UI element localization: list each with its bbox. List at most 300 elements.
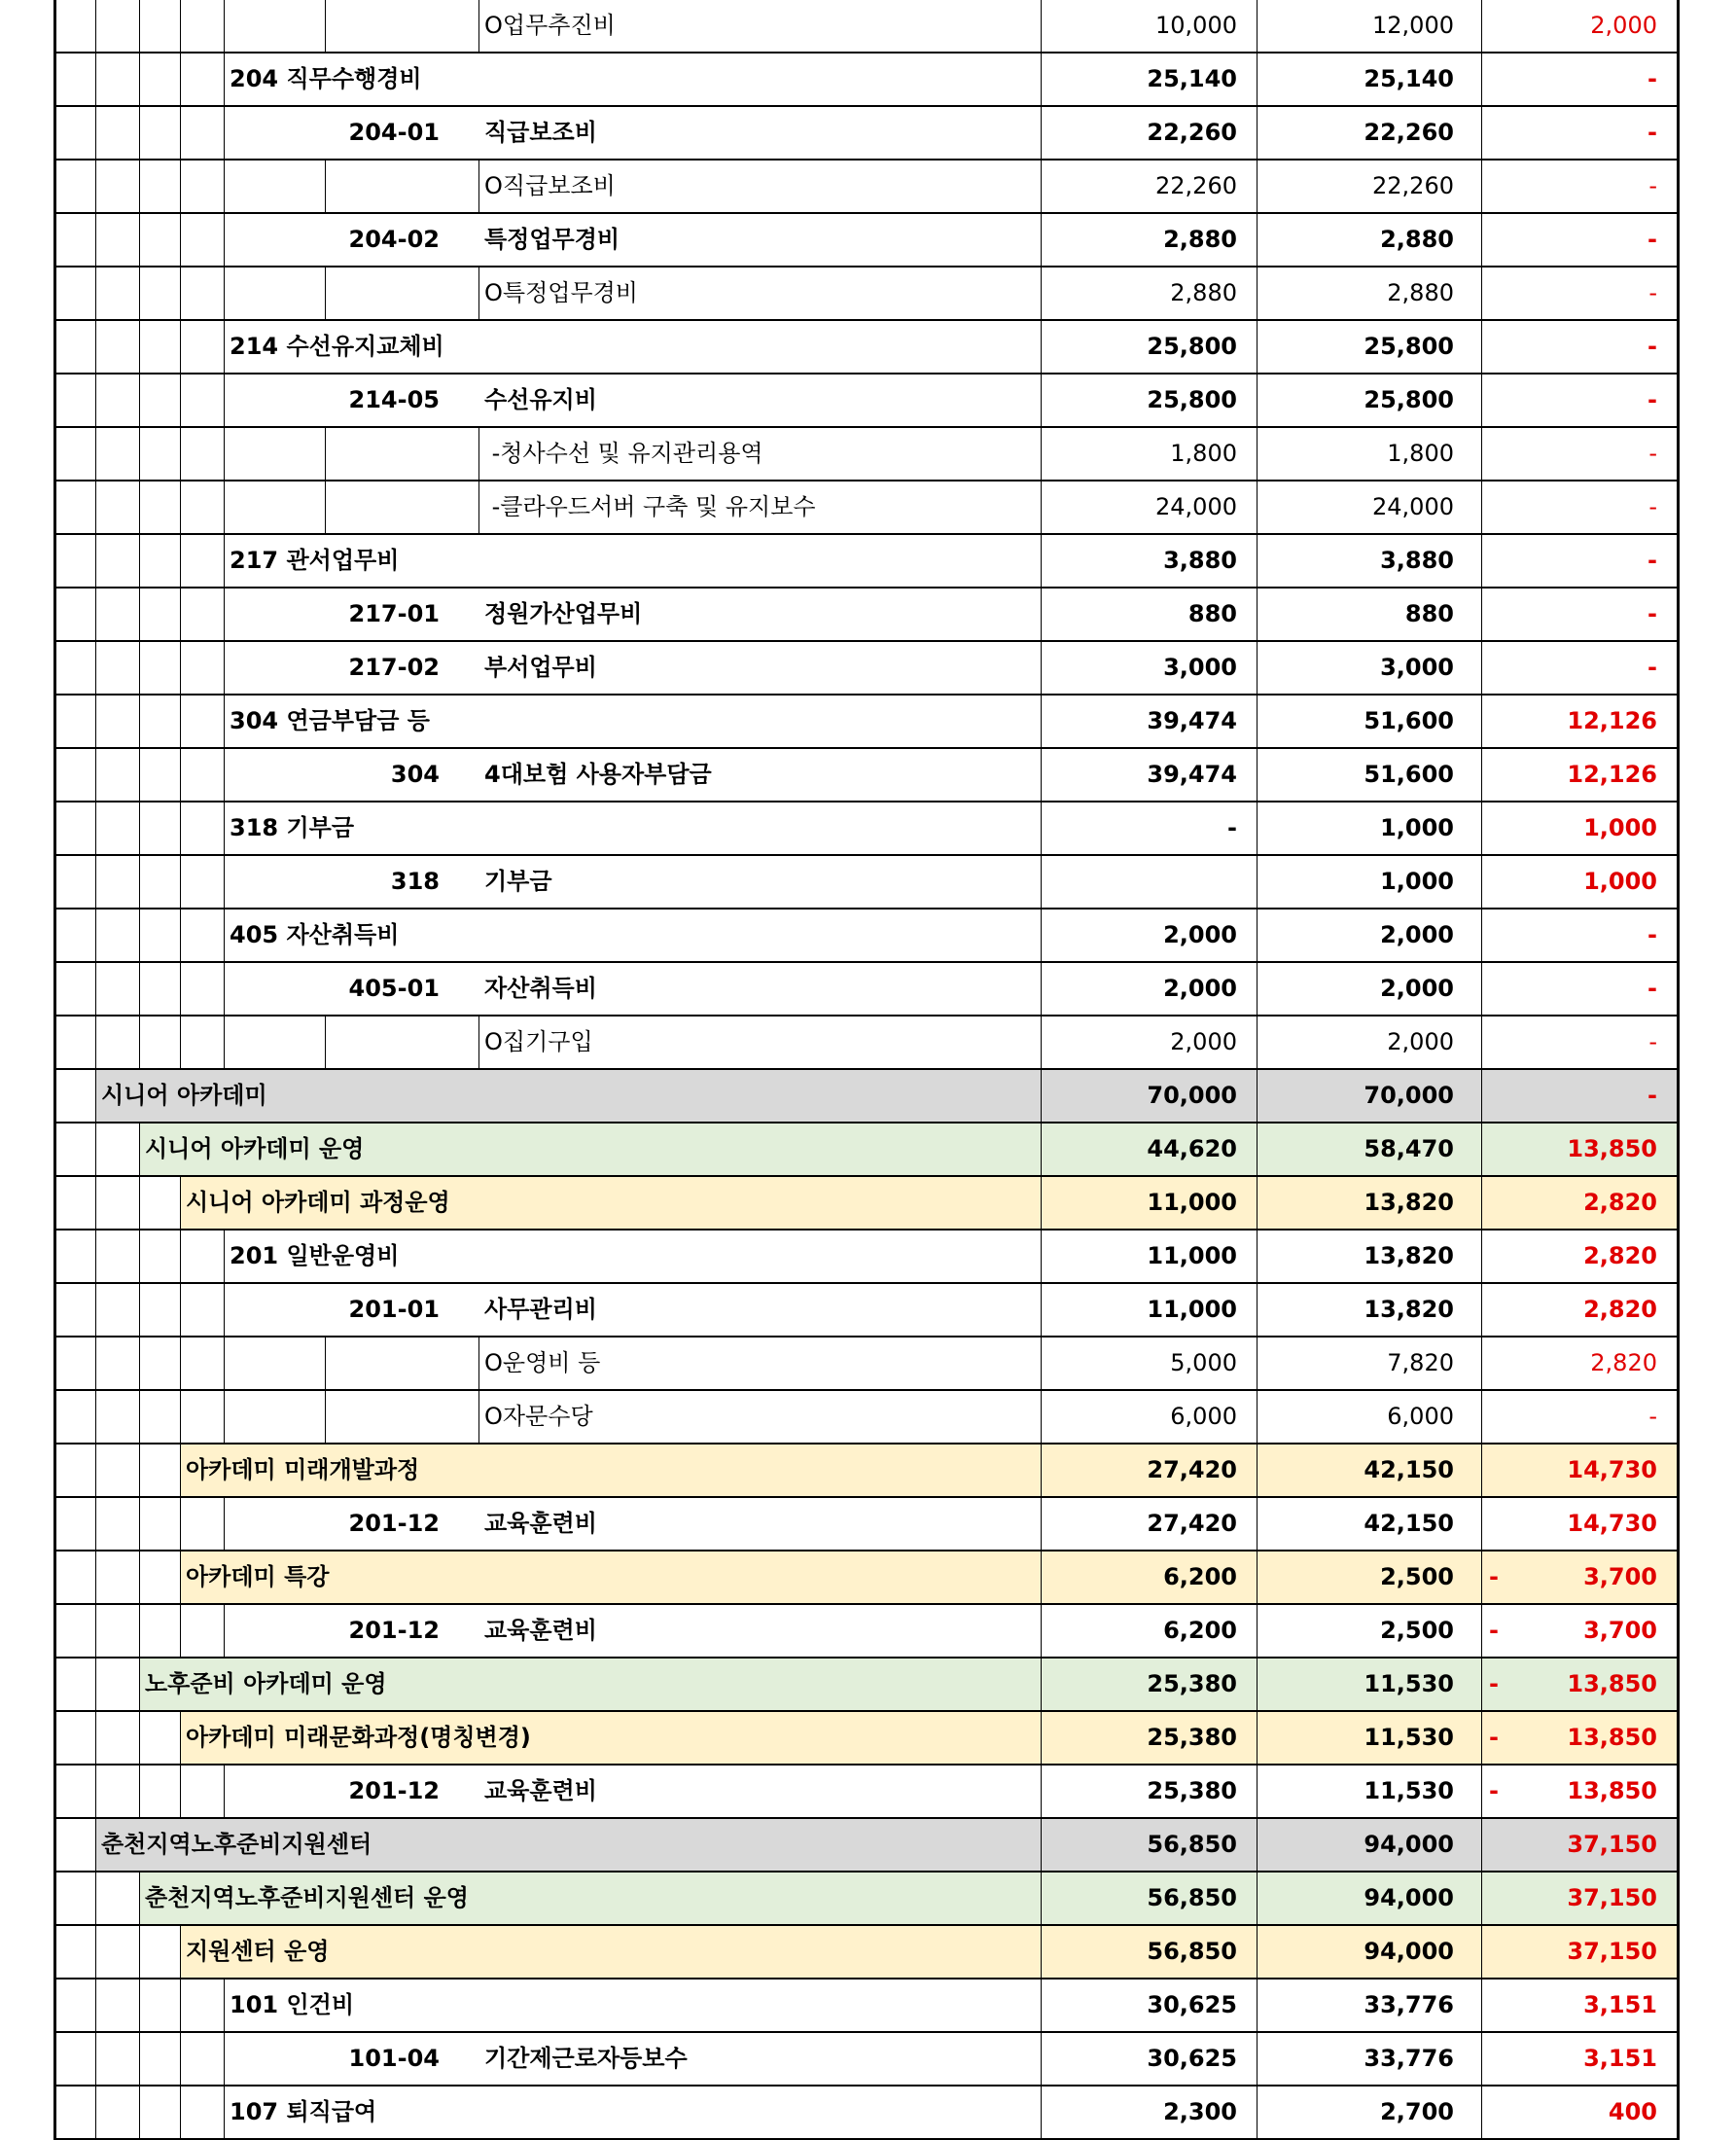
grid-line bbox=[139, 214, 140, 266]
row-label: O집기구입 bbox=[484, 1028, 593, 1055]
grid-line bbox=[224, 1338, 225, 1389]
difference-amount: 2,820 bbox=[1583, 1296, 1657, 1323]
difference-amount: - bbox=[1648, 172, 1657, 199]
difference-amount: 13,850 bbox=[1567, 1135, 1657, 1162]
grid-line bbox=[180, 535, 181, 587]
revised-amount: 13,820 bbox=[1364, 1189, 1454, 1216]
grid-line bbox=[180, 0, 181, 52]
budget-amount: 10,000 bbox=[1155, 12, 1237, 39]
grid-line bbox=[95, 802, 96, 854]
revised-amount: 2,000 bbox=[1380, 975, 1454, 1002]
grid-line bbox=[180, 1177, 181, 1229]
row-label: 정원가산업무비 bbox=[484, 600, 643, 627]
grid-line bbox=[180, 2033, 181, 2085]
difference-amount: - bbox=[1647, 333, 1657, 360]
grid-line bbox=[180, 268, 181, 319]
budget-amount: 56,850 bbox=[1147, 1938, 1237, 1965]
table-row bbox=[56, 1016, 1677, 1070]
difference-amount: 400 bbox=[1608, 2098, 1657, 2125]
grid-line bbox=[139, 1338, 140, 1389]
budget-amount: 25,380 bbox=[1147, 1724, 1237, 1751]
grid-line bbox=[95, 2086, 96, 2138]
revised-amount: 51,600 bbox=[1364, 761, 1454, 788]
grid-line bbox=[139, 268, 140, 319]
revised-amount: 13,820 bbox=[1364, 1296, 1454, 1323]
revised-amount: 11,530 bbox=[1364, 1777, 1454, 1804]
grid-line bbox=[95, 374, 96, 426]
revised-amount: 2,000 bbox=[1380, 921, 1454, 948]
revised-amount: 880 bbox=[1404, 600, 1454, 627]
grid-line bbox=[139, 1230, 140, 1282]
revised-amount: 6,000 bbox=[1387, 1403, 1454, 1430]
table-row bbox=[56, 802, 1677, 856]
budget-amount: 56,850 bbox=[1147, 1831, 1237, 1858]
account-code: 101-04 bbox=[348, 2045, 440, 2072]
grid-line bbox=[180, 910, 181, 961]
table-row bbox=[56, 1230, 1677, 1284]
grid-line bbox=[95, 1177, 96, 1229]
revised-amount: 11,530 bbox=[1364, 1724, 1454, 1751]
grid-line bbox=[180, 1552, 181, 1603]
row-label: 특정업무경비 bbox=[484, 226, 620, 253]
table-row bbox=[56, 160, 1677, 214]
grid-line bbox=[139, 1872, 140, 1924]
grid-line bbox=[325, 0, 326, 52]
row-label: O직급보조비 bbox=[484, 172, 616, 199]
grid-line bbox=[95, 910, 96, 961]
grid-line bbox=[478, 268, 479, 319]
grid-line bbox=[139, 535, 140, 587]
row-label: 아카데미 미래문화과정(명칭변경) bbox=[186, 1724, 531, 1751]
table-row bbox=[56, 749, 1677, 802]
row-label: 부서업무비 bbox=[484, 654, 597, 681]
table-row bbox=[56, 588, 1677, 642]
grid-line bbox=[325, 482, 326, 533]
difference-amount: 14,730 bbox=[1567, 1456, 1657, 1483]
table-row bbox=[56, 428, 1677, 482]
grid-line bbox=[224, 1391, 225, 1443]
row-label: 4대보험 사용자부담금 bbox=[484, 761, 712, 788]
account-code: 204-01 bbox=[348, 119, 440, 146]
budget-amount: 3,880 bbox=[1163, 547, 1237, 574]
budget-amount: 22,260 bbox=[1155, 172, 1237, 199]
revised-amount: 94,000 bbox=[1364, 1938, 1454, 1965]
grid-line bbox=[95, 588, 96, 640]
difference-amount: 2,820 bbox=[1590, 1349, 1657, 1376]
budget-amount: 27,420 bbox=[1147, 1510, 1237, 1537]
grid-line bbox=[478, 1338, 479, 1389]
grid-line bbox=[139, 54, 140, 105]
difference-amount: - bbox=[1647, 975, 1657, 1002]
budget-amount: 2,880 bbox=[1170, 279, 1237, 306]
revised-amount: 94,000 bbox=[1364, 1831, 1454, 1858]
grid-line bbox=[95, 1926, 96, 1978]
revised-amount: 1,000 bbox=[1380, 814, 1454, 841]
grid-line bbox=[139, 1980, 140, 2031]
grid-line bbox=[180, 54, 181, 105]
grid-line bbox=[224, 0, 225, 52]
grid-line bbox=[180, 856, 181, 908]
grid-line bbox=[180, 1926, 181, 1978]
grid-line bbox=[180, 1980, 181, 2031]
revised-amount: 3,880 bbox=[1380, 547, 1454, 574]
grid-line bbox=[180, 482, 181, 533]
grid-line bbox=[139, 696, 140, 747]
grid-line bbox=[95, 54, 96, 105]
table-row bbox=[56, 1498, 1677, 1552]
budget-amount: - bbox=[1227, 814, 1237, 841]
grid-line bbox=[180, 2086, 181, 2138]
budget-amount: 2,000 bbox=[1163, 921, 1237, 948]
budget-amount: 25,380 bbox=[1147, 1670, 1237, 1697]
grid-line bbox=[478, 160, 479, 212]
difference-amount: - bbox=[1647, 654, 1657, 681]
grid-line bbox=[224, 1980, 225, 2031]
grid-line bbox=[139, 1391, 140, 1443]
grid-line bbox=[95, 1230, 96, 1282]
grid-line bbox=[139, 1766, 140, 1817]
difference-amount: 12,126 bbox=[1567, 761, 1657, 788]
budget-amount: 27,420 bbox=[1147, 1456, 1237, 1483]
row-label: 기부금 bbox=[484, 868, 552, 895]
revised-amount: 1,000 bbox=[1380, 868, 1454, 895]
grid-line bbox=[139, 107, 140, 159]
difference-amount: 3,700 bbox=[1583, 1617, 1657, 1644]
budget-amount: 11,000 bbox=[1147, 1296, 1237, 1323]
row-label: O특정업무경비 bbox=[484, 279, 638, 306]
grid-line bbox=[95, 856, 96, 908]
table-row bbox=[56, 1338, 1677, 1391]
grid-line bbox=[139, 1658, 140, 1710]
row-label: -클라우드서버 구축 및 유지보수 bbox=[484, 493, 816, 520]
grid-line bbox=[95, 1444, 96, 1496]
grid-line bbox=[180, 214, 181, 266]
difference-amount: - bbox=[1648, 440, 1657, 467]
grid-line bbox=[325, 428, 326, 480]
revised-amount: 2,880 bbox=[1387, 279, 1454, 306]
table-row bbox=[56, 1177, 1677, 1230]
grid-line bbox=[180, 1391, 181, 1443]
grid-line bbox=[95, 1070, 96, 1122]
revised-amount: 42,150 bbox=[1364, 1510, 1454, 1537]
account-code: 318 bbox=[390, 868, 440, 895]
grid-line bbox=[139, 802, 140, 854]
revised-amount: 22,260 bbox=[1364, 119, 1454, 146]
negative-sign: - bbox=[1489, 1670, 1499, 1697]
grid-line bbox=[139, 1284, 140, 1336]
difference-amount: 37,150 bbox=[1567, 1831, 1657, 1858]
budget-amount: 44,620 bbox=[1147, 1135, 1237, 1162]
table-row bbox=[56, 107, 1677, 160]
grid-line bbox=[224, 54, 225, 105]
difference-amount: - bbox=[1648, 493, 1657, 520]
revised-amount: 94,000 bbox=[1364, 1884, 1454, 1911]
account-code: 201-12 bbox=[348, 1617, 440, 1644]
difference-amount: 13,850 bbox=[1567, 1670, 1657, 1697]
budget-amount: 70,000 bbox=[1147, 1082, 1237, 1109]
row-label: 217 관서업무비 bbox=[230, 547, 400, 574]
grid-line bbox=[478, 1391, 479, 1443]
difference-amount: - bbox=[1647, 547, 1657, 574]
grid-line bbox=[95, 1016, 96, 1068]
grid-line bbox=[139, 1552, 140, 1603]
table-row bbox=[56, 374, 1677, 428]
budget-amount: 39,474 bbox=[1147, 707, 1237, 734]
grid-line bbox=[224, 2086, 225, 2138]
grid-line bbox=[139, 910, 140, 961]
budget-amount: 6,200 bbox=[1163, 1617, 1237, 1644]
grid-line bbox=[95, 482, 96, 533]
grid-line bbox=[180, 588, 181, 640]
row-label: 아카데미 특강 bbox=[186, 1563, 330, 1590]
difference-amount: 2,000 bbox=[1590, 12, 1657, 39]
table-row bbox=[56, 1926, 1677, 1980]
grid-line bbox=[139, 1712, 140, 1764]
negative-sign: - bbox=[1489, 1777, 1499, 1804]
difference-amount: - bbox=[1647, 226, 1657, 253]
row-label: 304 연금부담금 등 bbox=[230, 707, 430, 734]
grid-line bbox=[139, 963, 140, 1015]
grid-line bbox=[95, 160, 96, 212]
table-row bbox=[56, 1552, 1677, 1605]
table-row bbox=[56, 2086, 1677, 2140]
row-label: 101 인건비 bbox=[230, 1991, 355, 2018]
revised-amount: 2,880 bbox=[1380, 226, 1454, 253]
grid-line bbox=[325, 1016, 326, 1068]
grid-line bbox=[180, 160, 181, 212]
table-row bbox=[56, 2033, 1677, 2086]
account-code: 201-01 bbox=[348, 1296, 440, 1323]
budget-amount: 6,000 bbox=[1170, 1403, 1237, 1430]
budget-amount: 25,140 bbox=[1147, 65, 1237, 92]
grid-line bbox=[180, 642, 181, 694]
table-row bbox=[56, 1444, 1677, 1498]
table-row bbox=[56, 268, 1677, 321]
budget-amount: 2,300 bbox=[1163, 2098, 1237, 2125]
difference-amount: - bbox=[1647, 1082, 1657, 1109]
grid-line bbox=[224, 160, 225, 212]
revised-amount: 2,500 bbox=[1380, 1563, 1454, 1590]
grid-line bbox=[180, 963, 181, 1015]
grid-line bbox=[325, 268, 326, 319]
row-label: 405 자산취득비 bbox=[230, 921, 400, 948]
row-label: 직급보조비 bbox=[484, 119, 597, 146]
account-code: 201-12 bbox=[348, 1777, 440, 1804]
grid-line bbox=[224, 535, 225, 587]
grid-line bbox=[95, 749, 96, 801]
grid-line bbox=[325, 1391, 326, 1443]
row-label: 수선유지비 bbox=[484, 386, 597, 413]
row-label: 시니어 아카데미 bbox=[101, 1082, 267, 1109]
difference-amount: - bbox=[1648, 1028, 1657, 1055]
budget-amount: 39,474 bbox=[1147, 761, 1237, 788]
revised-amount: 25,800 bbox=[1364, 333, 1454, 360]
grid-line bbox=[224, 482, 225, 533]
revised-amount: 33,776 bbox=[1364, 2045, 1454, 2072]
difference-amount: 2,820 bbox=[1583, 1189, 1657, 1216]
row-label: 춘천지역노후준비지원센터 운영 bbox=[145, 1884, 469, 1911]
difference-amount: - bbox=[1647, 65, 1657, 92]
table-row bbox=[56, 1391, 1677, 1444]
grid-line bbox=[325, 1338, 326, 1389]
difference-amount: - bbox=[1647, 386, 1657, 413]
grid-line bbox=[478, 0, 479, 52]
account-code: 214-05 bbox=[348, 386, 440, 413]
row-label: 아카데미 미래개발과정 bbox=[186, 1456, 420, 1483]
revised-amount: 2,000 bbox=[1387, 1028, 1454, 1055]
grid-line bbox=[95, 1338, 96, 1389]
revised-amount: 33,776 bbox=[1364, 1991, 1454, 2018]
budget-amount: 56,850 bbox=[1147, 1884, 1237, 1911]
grid-line bbox=[478, 1016, 479, 1068]
grid-line bbox=[180, 696, 181, 747]
grid-line bbox=[224, 428, 225, 480]
grid-line bbox=[139, 1124, 140, 1175]
difference-amount: - bbox=[1647, 921, 1657, 948]
table-row bbox=[56, 696, 1677, 749]
table-row bbox=[56, 54, 1677, 107]
budget-table bbox=[53, 0, 1680, 2140]
difference-amount: 3,151 bbox=[1583, 1991, 1657, 2018]
row-label: 318 기부금 bbox=[230, 814, 355, 841]
row-label: 214 수선유지교체비 bbox=[230, 333, 444, 360]
table-row bbox=[56, 642, 1677, 696]
grid-line bbox=[95, 1552, 96, 1603]
grid-line bbox=[224, 802, 225, 854]
grid-line bbox=[139, 482, 140, 533]
difference-amount: 3,151 bbox=[1583, 2045, 1657, 2072]
table-row bbox=[56, 1819, 1677, 1872]
account-code: 405-01 bbox=[348, 975, 440, 1002]
revised-amount: 51,600 bbox=[1364, 707, 1454, 734]
table-row bbox=[56, 535, 1677, 588]
table-row bbox=[56, 910, 1677, 963]
table-row bbox=[56, 0, 1677, 54]
table-row bbox=[56, 1712, 1677, 1766]
grid-line bbox=[478, 482, 479, 533]
grid-line bbox=[180, 1338, 181, 1389]
difference-amount: 37,150 bbox=[1567, 1884, 1657, 1911]
revised-amount: 58,470 bbox=[1364, 1135, 1454, 1162]
budget-amount: 2,000 bbox=[1163, 975, 1237, 1002]
grid-line bbox=[180, 1766, 181, 1817]
revised-amount: 7,820 bbox=[1387, 1349, 1454, 1376]
difference-amount: 37,150 bbox=[1567, 1938, 1657, 1965]
grid-line bbox=[224, 321, 225, 373]
grid-line bbox=[139, 1177, 140, 1229]
row-label: 자산취득비 bbox=[484, 975, 597, 1002]
grid-line bbox=[95, 268, 96, 319]
budget-amount: 11,000 bbox=[1147, 1189, 1237, 1216]
grid-line bbox=[139, 321, 140, 373]
budget-amount: 3,000 bbox=[1163, 654, 1237, 681]
grid-line bbox=[180, 107, 181, 159]
row-label: 기간제근로자등보수 bbox=[484, 2045, 688, 2072]
row-label: -청사수선 및 유지관리용역 bbox=[484, 440, 763, 467]
budget-amount: 25,800 bbox=[1147, 386, 1237, 413]
grid-line bbox=[95, 1872, 96, 1924]
grid-line bbox=[224, 696, 225, 747]
difference-amount: 14,730 bbox=[1567, 1510, 1657, 1537]
grid-line bbox=[139, 2086, 140, 2138]
grid-line bbox=[95, 1605, 96, 1657]
grid-line bbox=[180, 802, 181, 854]
grid-line bbox=[139, 1016, 140, 1068]
grid-line bbox=[95, 1284, 96, 1336]
grid-line bbox=[224, 1230, 225, 1282]
account-code: 201-12 bbox=[348, 1510, 440, 1537]
grid-line bbox=[95, 535, 96, 587]
grid-line bbox=[180, 749, 181, 801]
negative-sign: - bbox=[1489, 1617, 1499, 1644]
grid-line bbox=[95, 1658, 96, 1710]
grid-line bbox=[95, 107, 96, 159]
grid-line bbox=[180, 1230, 181, 1282]
account-code: 217-01 bbox=[348, 600, 440, 627]
grid-line bbox=[224, 1016, 225, 1068]
difference-amount: - bbox=[1648, 279, 1657, 306]
grid-line bbox=[180, 1498, 181, 1550]
grid-line bbox=[95, 1712, 96, 1764]
grid-line bbox=[139, 1605, 140, 1657]
grid-line bbox=[95, 1766, 96, 1817]
budget-amount: 2,000 bbox=[1170, 1028, 1237, 1055]
grid-line bbox=[95, 696, 96, 747]
revised-amount: 25,800 bbox=[1364, 386, 1454, 413]
negative-sign: - bbox=[1489, 1563, 1499, 1590]
revised-amount: 24,000 bbox=[1372, 493, 1454, 520]
grid-line bbox=[139, 160, 140, 212]
revised-amount: 11,530 bbox=[1364, 1670, 1454, 1697]
grid-line bbox=[95, 428, 96, 480]
grid-line bbox=[139, 749, 140, 801]
grid-line bbox=[95, 1819, 96, 1871]
revised-amount: 25,140 bbox=[1364, 65, 1454, 92]
revised-amount: 1,800 bbox=[1387, 440, 1454, 467]
budget-amount: 30,625 bbox=[1147, 1991, 1237, 2018]
row-label: 시니어 아카데미 과정운영 bbox=[186, 1189, 450, 1216]
difference-amount: 12,126 bbox=[1567, 707, 1657, 734]
grid-line bbox=[95, 642, 96, 694]
grid-line bbox=[224, 268, 225, 319]
table-row bbox=[56, 1284, 1677, 1338]
grid-line bbox=[180, 321, 181, 373]
row-label: 사무관리비 bbox=[484, 1296, 597, 1323]
grid-line bbox=[180, 1444, 181, 1496]
grid-line bbox=[478, 428, 479, 480]
grid-line bbox=[95, 963, 96, 1015]
revised-amount: 3,000 bbox=[1380, 654, 1454, 681]
row-label: 107 퇴직급여 bbox=[230, 2098, 377, 2125]
grid-line bbox=[180, 1284, 181, 1336]
grid-line bbox=[139, 428, 140, 480]
account-code: 204-02 bbox=[348, 226, 440, 253]
difference-amount: 13,850 bbox=[1567, 1777, 1657, 1804]
table-row bbox=[56, 1070, 1677, 1124]
grid-line bbox=[139, 2033, 140, 2085]
grid-line bbox=[95, 0, 96, 52]
row-label: 교육훈련비 bbox=[484, 1617, 597, 1644]
grid-line bbox=[224, 910, 225, 961]
table-row bbox=[56, 321, 1677, 374]
budget-amount: 30,625 bbox=[1147, 2045, 1237, 2072]
budget-amount: 22,260 bbox=[1147, 119, 1237, 146]
table-row bbox=[56, 214, 1677, 268]
grid-line bbox=[95, 1980, 96, 2031]
budget-amount: 25,800 bbox=[1147, 333, 1237, 360]
table-row bbox=[56, 1605, 1677, 1658]
grid-line bbox=[95, 321, 96, 373]
